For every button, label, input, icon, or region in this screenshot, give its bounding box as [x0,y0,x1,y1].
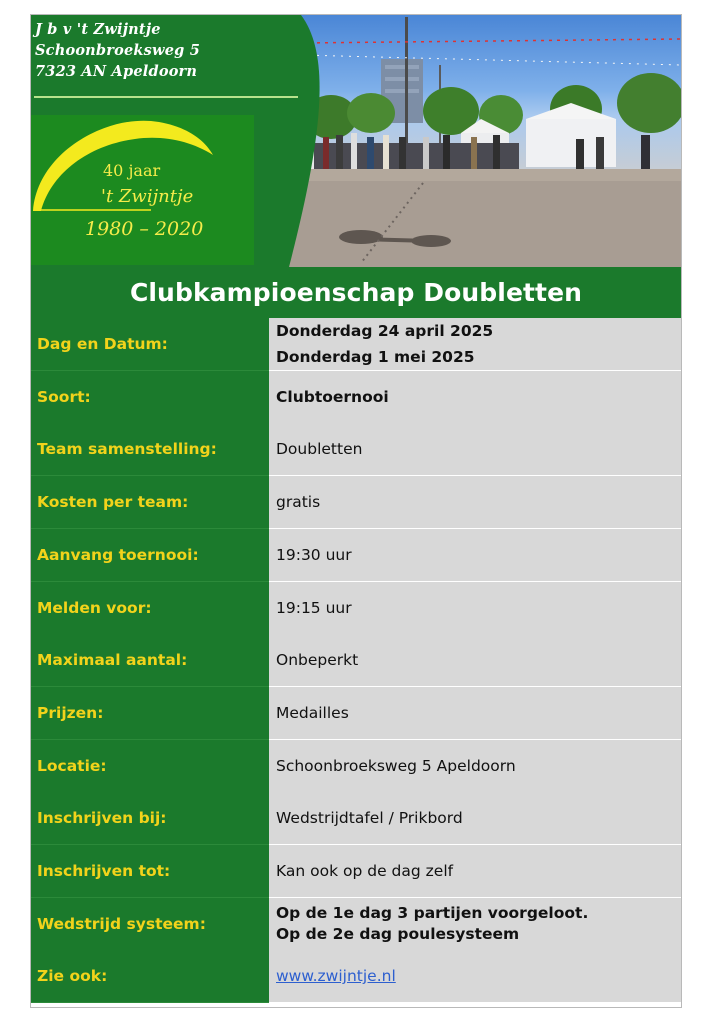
table-row [31,792,681,845]
row-label: Inschrijven tot: [31,845,269,898]
row-value [269,423,681,476]
title-bar [31,267,681,318]
header [31,15,681,267]
row-value-line: Doubletten [276,440,363,458]
row-value-line: Kan ook op de dag zelf [276,862,454,880]
row-label: Prijzen: [31,687,269,740]
row-label: Wedstrijd systeem: [31,898,269,951]
address-divider [34,96,298,98]
website-link[interactable]: www.zwijntje.nl [276,967,396,985]
row-value-line: 19:30 uur [276,546,352,564]
row-label: Melden voor: [31,582,269,635]
row-value [269,845,681,898]
row-label: Zie ook: [31,950,269,1003]
table-row [31,898,681,951]
address-line-city: 7323 AN Apeldoorn [35,63,198,80]
table-row [31,950,681,1003]
address-line-street: Schoonbroeksweg 5 [35,42,200,59]
table-row [31,582,681,635]
row-label: Locatie: [31,740,269,793]
table-row [31,845,681,898]
row-value [269,898,681,951]
club-address [35,19,200,82]
logo-line-1: 40 jaar [103,161,161,180]
row-value [269,371,681,424]
row-label: Aanvang toernooi: [31,529,269,582]
row-label: Dag en Datum: [31,318,269,371]
event-flyer [30,14,682,1008]
logo-line-3: 1980 – 2020 [85,218,204,240]
anniversary-logo [31,115,254,265]
row-value-line: gratis [276,493,321,511]
row-value-line: Onbeperkt [276,651,359,669]
row-label: Maximaal aantal: [31,634,269,687]
row-value [269,318,681,371]
row-value-line: Op de 2e dag poulesysteem [276,925,520,943]
page-title: Clubkampioenschap Doubletten [129,278,583,307]
row-value [269,476,681,529]
row-value-line: Wedstrijdtafel / Prikbord [276,809,463,827]
row-label: Soort: [31,371,269,424]
table-row [31,740,681,793]
row-label: Team samenstelling: [31,423,269,476]
table-row [31,634,681,687]
row-value [269,740,681,793]
logo-line-2: 't Zwijntje [101,186,194,207]
row-value-line: Op de 1e dag 3 partijen voorgeloot. [276,904,589,922]
row-value [269,634,681,687]
table-row [31,371,681,424]
row-value [269,529,681,582]
row-value-line: Donderdag 1 mei 2025 [276,348,475,366]
table-row [31,476,681,529]
row-value-line: Clubtoernooi [276,388,389,406]
address-line-name: J b v 't Zwijntje [35,21,161,38]
row-value-line: Medailles [276,704,349,722]
row-value [269,792,681,845]
table-row [31,423,681,476]
row-value [269,950,681,1003]
row-value-line: 19:15 uur [276,599,352,617]
row-value-line: Schoonbroeksweg 5 Apeldoorn [276,757,516,775]
row-value [269,582,681,635]
table-row [31,687,681,740]
table-row [31,529,681,582]
row-label: Kosten per team: [31,476,269,529]
row-label: Inschrijven bij: [31,792,269,845]
table-row [31,318,681,371]
row-value [269,687,681,740]
row-value-line: Donderdag 24 april 2025 [276,322,494,340]
